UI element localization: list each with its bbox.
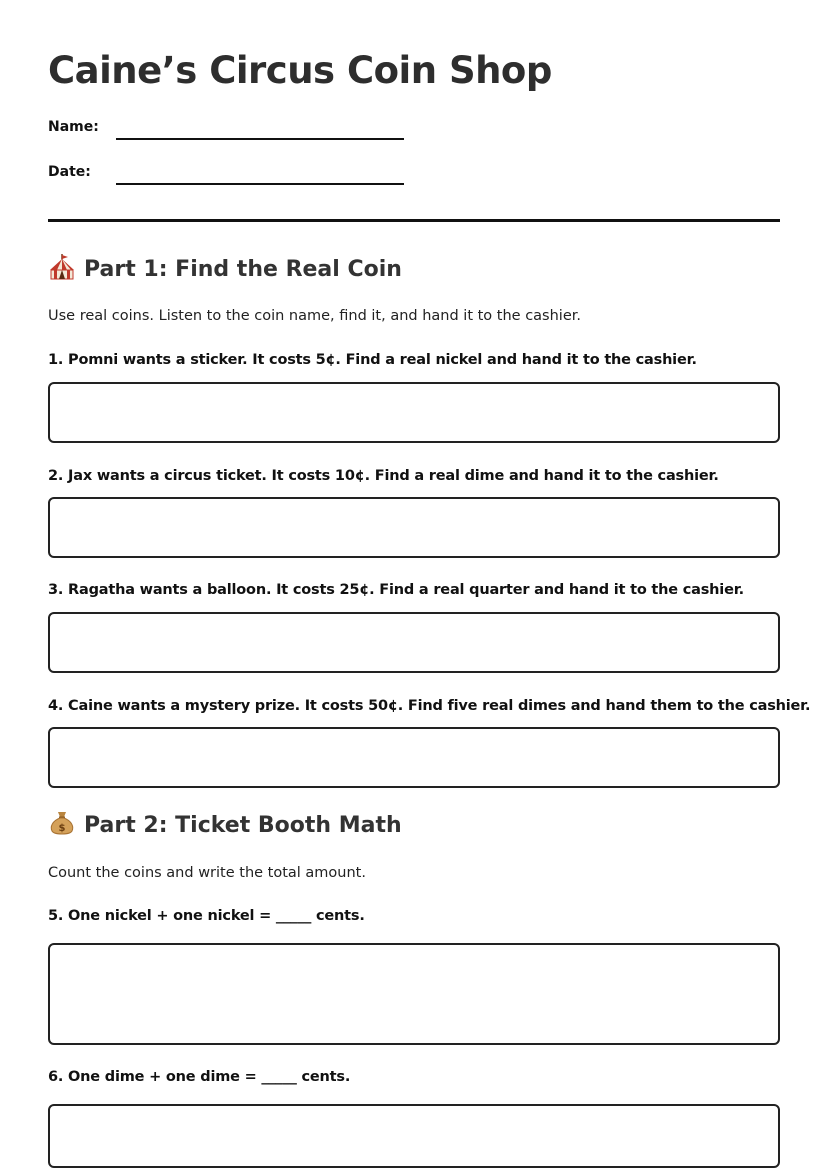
question-5: 5. One nickel + one nickel = _____ cents. [48, 908, 365, 924]
date-field[interactable] [48, 163, 408, 193]
svg-text:$: $ [58, 823, 66, 834]
date-label: Date: [48, 164, 91, 180]
part1-intro: Use real coins. Listen to the coin name, find it, and hand it to the cashier. [48, 308, 581, 324]
part2-heading [48, 810, 402, 842]
question-4: 4. Caine wants a mystery prize. It costs 50¢. Find five real dimes and hand them to the cashier. [48, 698, 811, 714]
date-line[interactable] [116, 183, 404, 185]
part1-heading [48, 254, 402, 286]
question-6: 6. One dime + one dime = _____ cents. [48, 1069, 351, 1085]
answer-box-1[interactable] [48, 382, 780, 443]
name-line[interactable] [116, 138, 404, 140]
answer-box-6[interactable] [48, 1104, 780, 1168]
question-1: 1. Pomni wants a sticker. It costs 5¢. Find a real nickel and hand it to the cashier. [48, 352, 697, 368]
answer-box-4[interactable] [48, 727, 780, 788]
question-2: 2. Jax wants a circus ticket. It costs 10¢. Find a real dime and hand it to the cashier. [48, 468, 719, 484]
name-label: Name: [48, 119, 99, 135]
header-divider [48, 219, 780, 222]
question-3: 3. Ragatha wants a balloon. It costs 25¢. Find a real quarter and hand it to the cashier. [48, 582, 744, 598]
part2-heading-text: Part 2: Ticket Booth Math [84, 813, 402, 838]
name-field[interactable] [48, 118, 408, 148]
circus-tent-icon [48, 254, 76, 280]
part1-heading-text: Part 1: Find the Real Coin [84, 257, 402, 282]
part2-intro: Count the coins and write the total amount. [48, 865, 366, 881]
money-bag-icon [48, 810, 76, 836]
answer-box-2[interactable] [48, 497, 780, 558]
page-title: Caine’s Circus Coin Shop [48, 49, 552, 92]
answer-box-3[interactable] [48, 612, 780, 673]
answer-box-5[interactable] [48, 943, 780, 1045]
